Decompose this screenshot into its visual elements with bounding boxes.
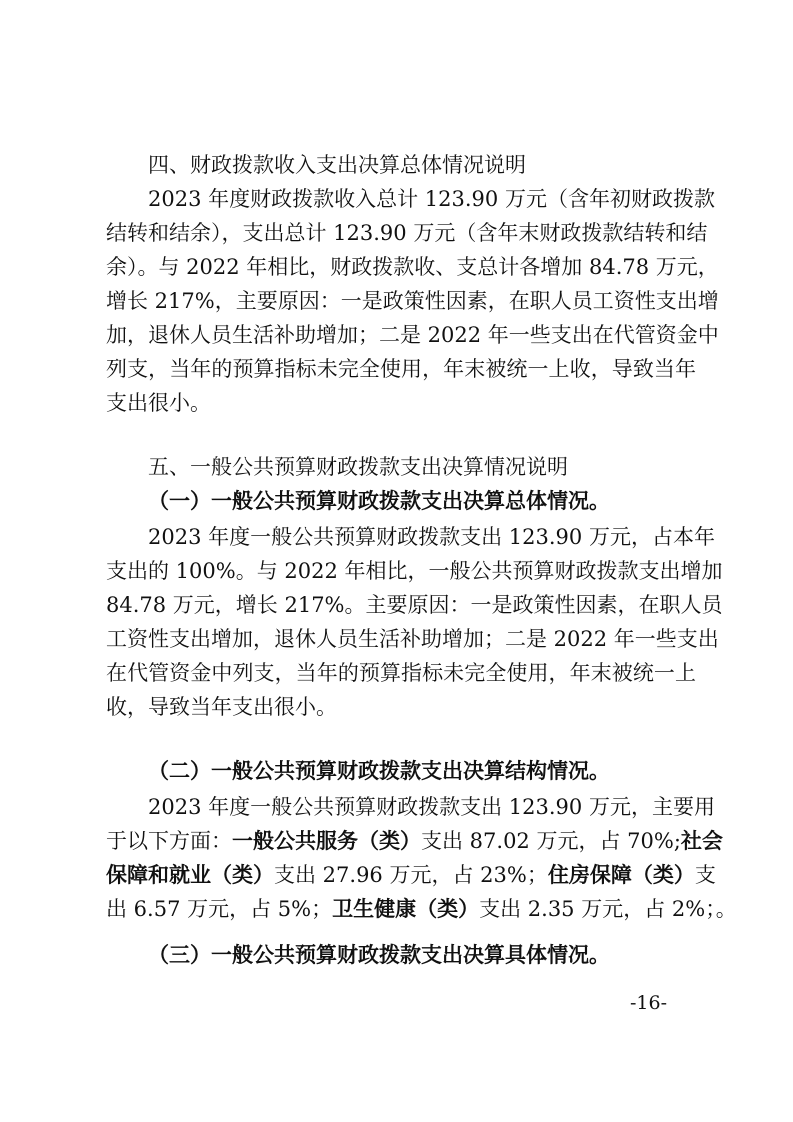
paragraph-line: 2023 年度财政拨款收入总计 123.90 万元（含年初财政拨款 bbox=[148, 187, 715, 211]
paragraph-line: 余）。与 2022 年相比，财政拨款收、支总计各增加 84.78 万元， bbox=[106, 255, 719, 279]
subsection-2-heading: （二）一般公共预算财政拨款支出决算结构情况。 bbox=[148, 759, 610, 783]
paragraph-line: 收，导致当年支出很小。 bbox=[106, 695, 337, 719]
category-label: 卫生健康（类） bbox=[332, 897, 480, 921]
paragraph-line: 结转和结余），支出总计 123.90 万元（含年末财政拨款结转和结 bbox=[106, 221, 708, 245]
text-fragment: 于以下方面： bbox=[106, 829, 232, 853]
paragraph-line: 支出的 100%。与 2022 年相比，一般公共预算财政拨款支出增加 bbox=[106, 559, 723, 583]
category-label: 社会 bbox=[680, 829, 723, 853]
paragraph-line: 在代管资金中列支，当年的预算指标未完全使用，年末被统一上 bbox=[106, 661, 696, 685]
paragraph-line: 列支，当年的预算指标未完全使用，年末被统一上收，导致当年 bbox=[106, 357, 696, 381]
paragraph-line: 84.78 万元，增长 217%。主要原因：一是政策性因素，在职人员 bbox=[106, 593, 723, 617]
text-fragment: 支出 2.35 万元，占 2%；。 bbox=[479, 897, 737, 921]
paragraph-line bbox=[106, 858, 716, 892]
text-fragment: 支出 87.02 万元，占 70%; bbox=[421, 829, 681, 853]
subsection-1-heading: （一）一般公共预算财政拨款支出决算总体情况。 bbox=[148, 489, 610, 513]
paragraph-line: 2023 年度一般公共预算财政拨款支出 123.90 万元，占本年 bbox=[148, 525, 715, 549]
paragraph-line: 支出很小。 bbox=[106, 391, 211, 415]
paragraph-line: 工资性支出增加，退休人员生活补助增加；二是 2022 年一些支出 bbox=[106, 627, 719, 651]
paragraph-line: 2023 年度一般公共预算财政拨款支出 123.90 万元，主要用 bbox=[148, 795, 715, 819]
paragraph-line bbox=[106, 892, 737, 926]
text-fragment: 支出 27.96 万元，占 23%； bbox=[274, 863, 548, 887]
paragraph-line: 加，退休人员生活补助增加；二是 2022 年一些支出在代管资金中 bbox=[106, 323, 719, 347]
text-fragment: 支 bbox=[694, 863, 716, 887]
text-fragment: 出 6.57 万元，占 5%； bbox=[106, 897, 333, 921]
category-label: 住房保障（类） bbox=[547, 863, 695, 887]
section-4-heading: 四、财政拨款收入支出决算总体情况说明 bbox=[148, 153, 526, 177]
section-5-heading: 五、一般公共预算财政拨款支出决算情况说明 bbox=[148, 455, 568, 479]
paragraph-line: 增长 217%，主要原因：一是政策性因素，在职人员工资性支出增 bbox=[106, 289, 719, 313]
category-label: 保障和就业（类） bbox=[106, 863, 274, 887]
paragraph-line bbox=[106, 824, 723, 858]
category-label: 一般公共服务（类） bbox=[232, 829, 421, 853]
page-number: -16- bbox=[630, 992, 668, 1014]
subsection-3-heading: （三）一般公共预算财政拨款支出决算具体情况。 bbox=[148, 943, 610, 967]
